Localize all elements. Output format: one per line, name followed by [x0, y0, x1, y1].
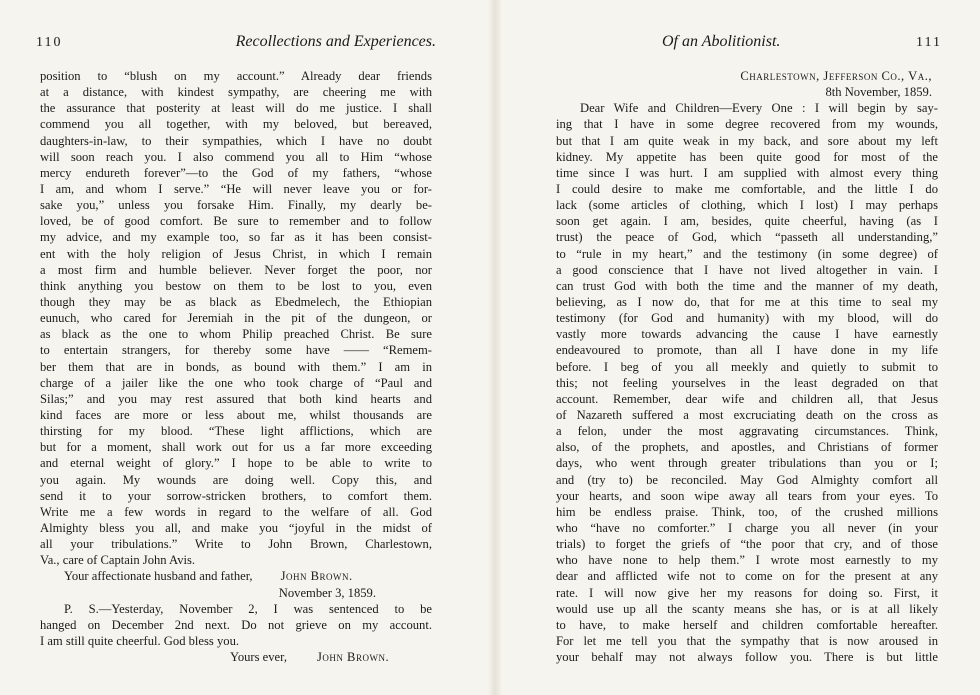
text-line: also, of the prophets, and apostles, and Christians of former — [556, 440, 938, 455]
letter-date: 8th November, 1859. — [825, 85, 932, 100]
postscript-line: hanged on December 2nd next. Do not grieve on my account. — [40, 617, 432, 632]
text-line: who “have no comforter.” I charge you all never (in your — [556, 520, 938, 535]
text-line: who have none to help them.” I wrote most earnestly to my — [556, 553, 938, 568]
text-line: For let me tell you that the sympathy that is now aroused in — [556, 633, 938, 648]
text-line: the assurance that posterity at least will do me justice. I shall — [40, 101, 432, 116]
closing-line — [40, 568, 432, 584]
left-page — [0, 0, 488, 695]
right-page-number: 111 — [916, 35, 942, 50]
text-line: will soon reach you. I also commend you all to Him “whose — [40, 149, 432, 164]
text-line: all your tribulations.” Write to John Brown, Charlestown, — [40, 537, 432, 552]
text-line: before. I beg of you all meekly and quietly to submit to — [556, 359, 938, 374]
text-line: kidney. My appetite has been quite good for most of the — [556, 149, 938, 164]
text-line: and (try to) be reconciled. May God Almighty comfort all — [556, 472, 938, 487]
yours-text: Yours ever, — [230, 650, 287, 665]
left-page-body — [40, 68, 432, 665]
text-line: but that I am quite weak in my back, and sore about my left — [556, 133, 938, 148]
text-line: mercy endureth forever”—to the God of my fathers, “whose — [40, 165, 432, 180]
text-line: think anything you bestow on them to be lost to you, even — [40, 278, 432, 293]
text-line: can trust God with both the time and the manner of my death, — [556, 278, 938, 293]
text-line: believing, as I now do, that for me at this time to seal my — [556, 294, 938, 309]
text-line: and eternal weight of glory.” I hope to be able to write to — [40, 456, 432, 471]
text-line: ent with the holy religion of Jesus Christ, in which I remain — [40, 246, 432, 261]
text-line: account. Remember, dear wife and children all, that Jesus — [556, 391, 938, 406]
text-line: position to “blush on my account.” Already dear friends — [40, 69, 432, 83]
letter-place: Charlestown, Jefferson Co., Va., — [740, 69, 932, 83]
text-line: I am, and whom I serve.” “He will never leave you or for- — [40, 181, 432, 196]
right-page-body — [556, 68, 938, 665]
text-line: to have, to make herself and children comfortable hereafter. — [556, 617, 938, 632]
text-line: time since I was hurt. I am supplied with almost every thing — [556, 165, 938, 180]
text-line: send it to your sorrow-stricken brothers, to comfort them. — [40, 488, 432, 503]
text-line: your behalf may not always follow you. There is but little — [556, 650, 938, 665]
text-line: commend you all together, with my beloved, but bereaved, — [40, 117, 432, 132]
text-line: to “rule in my heart,” and the testimony (in some degree) of — [556, 246, 938, 261]
text-line: lack (some articles of clothing, which I lost) I may perhaps — [556, 198, 938, 213]
text-line: Almighty bless you all, and make you “joyful in the midst of — [40, 520, 432, 535]
text-line: a good conscience that I have not lived altogether in vain. I — [556, 262, 938, 277]
text-line: I could desire to make me comfortable, and the little I do — [556, 181, 938, 196]
text-line: vastly more towards advancing the cause I have earnestly — [556, 327, 938, 342]
text-line: eunuch, who cared for Jeremiah in the pit of the dungeon, or — [40, 311, 432, 326]
text-line: testimony (for God and humanity) with my blood, will do — [556, 311, 938, 326]
left-running-title: Recollections and Experiences. — [235, 33, 436, 50]
text-line: Dear Wife and Children—Every One : I will begin by say- — [580, 101, 938, 116]
text-line: trials) to forget the griefs of “the poor that cry, and of those — [556, 537, 938, 552]
book-gutter — [488, 0, 502, 695]
text-line: at a distance, with kindest sympathy, are cheering me with — [40, 85, 432, 100]
text-line: ber them that are in bonds, as bound with them.” I am in — [40, 359, 432, 374]
right-running-title: Of an Abolitionist. — [662, 33, 781, 50]
text-line: to entertain strangers, for thereby some have —— “Remem- — [40, 343, 432, 358]
postscript-line: I am still quite cheerful. God bless you. — [40, 633, 240, 648]
left-page-number: 110 — [36, 35, 63, 50]
text-line: kind faces are more or less about me, whilst thousands are — [40, 407, 432, 422]
left-page-header — [36, 33, 436, 57]
text-line: dear and afflicted wife not to come on for the present at any — [556, 569, 938, 584]
text-line: Va., care of Captain John Avis. — [40, 553, 196, 568]
right-page-header — [662, 33, 942, 57]
text-line: but for a moment, shall work out for us a far more exceeding — [40, 440, 432, 455]
text-line: charge of a jailer like the one who took charge of “Paul and — [40, 375, 432, 390]
text-line: him be endless praise. Think, too, of the crushed millions — [556, 504, 938, 519]
text-line: rate. I will now give her my reasons for doing so. First, it — [556, 585, 938, 600]
text-line: Silas;” and you may rest assured that both kind hearts and — [40, 391, 432, 406]
text-line: days, who went through greater tribulations than you or I; — [556, 456, 938, 471]
text-line: your hearts, and soon wipe away all tears from your eyes. To — [556, 488, 938, 503]
text-line: trust) the peace of God, which “passeth all understanding,” — [556, 230, 938, 245]
right-page — [502, 0, 980, 695]
letter-date: November 3, 1859. — [278, 585, 376, 600]
text-line: though they may be as black as Ebedmelech, the Ethiopian — [40, 294, 432, 309]
postscript-line: P. S.—Yesterday, November 2, I was sentenced to be — [64, 601, 432, 616]
closing-signature: John Brown. — [280, 569, 353, 584]
text-line: sake you,” unless you forsake Him. Finally, my dearly be- — [40, 198, 432, 213]
closing-text: Your affectionate husband and father, — [64, 569, 253, 584]
text-line: this; not feeling yourselves in the least degraded on that — [556, 375, 938, 390]
text-line: soon get again. I am, besides, quite cheerful, having (as I — [556, 214, 938, 229]
text-line: daughters-in-law, to their sympathies, which I have no doubt — [40, 133, 432, 148]
text-line: of Nazareth suffered a most excruciating death on the cross as — [556, 407, 938, 422]
text-line: as black as the one to whom Philip preached Christ. Be sure — [40, 327, 432, 342]
text-line: a felon, under the most aggravating circumstances. Think, — [556, 424, 938, 439]
yours-line — [40, 649, 432, 665]
text-line: you again. My wounds are doing well. Copy this, and — [40, 472, 432, 487]
text-line: a most firm and humble believer. Never forget the poor, nor — [40, 262, 432, 277]
text-line: would use up all the scanty means she has, or is at all likely — [556, 601, 938, 616]
yours-signature: John Brown. — [317, 650, 390, 665]
text-line: thirsting for my blood. “These light afflictions, which are — [40, 424, 432, 439]
text-line: Write me a few words in regard to the welfare of all. God — [40, 504, 432, 519]
text-line: endeavoured to promote, than all I have done in my life — [556, 343, 938, 358]
text-line: ing that I have in some degree recovered from my wounds, — [556, 117, 938, 132]
text-line: my advice, and my example too, so far as it has been consist- — [40, 230, 432, 245]
text-line: loved, be of good comfort. Be sure to remember and to follow — [40, 214, 432, 229]
